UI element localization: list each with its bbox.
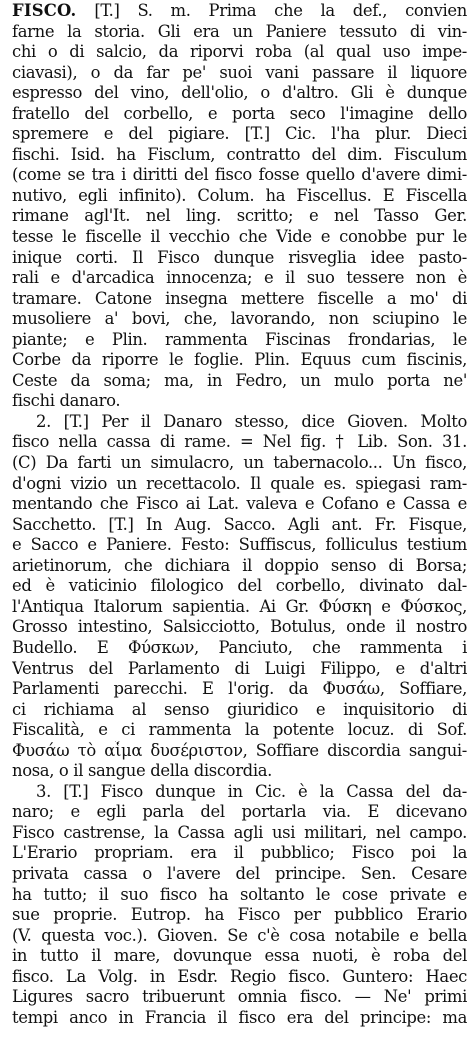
text-line: spremere e del pigiare. [T.] Cic. l'ha plur. Dieci [12, 124, 467, 144]
text-line: ci richiama al senso giuridico e inquisitorio di [12, 699, 467, 719]
text-line: (V. questa voc.). Gioven. Se c'è cosa notabile e bella [12, 925, 467, 945]
text-line: Corbe da riporre le foglie. Plin. Equus cum fiscinis, [12, 350, 467, 370]
text-line: rimane agl'It. nel ling. scritto; e nel Tasso Ger. [12, 206, 467, 226]
text-line: naro; e egli parla del portarla via. E dicevano [12, 802, 467, 822]
text-line: Ventrus del Parlamento di Luigi Filippo, e d'altri [12, 658, 467, 678]
text-line: in tutto il mare, dovunque essa nuoti, è roba del [12, 946, 467, 966]
headword: FISCO. [12, 1, 77, 20]
text-line: tesse le fiscelle il vecchio che Vide e conobbe pur le [12, 227, 467, 247]
text-line: nutivo, egli infinito). Colum. ha Fiscellus. E Fiscella [12, 185, 467, 205]
text-line: sue proprie. Eutrop. ha Fisco per pubblico Erario [12, 905, 467, 925]
text-line: 3. [T.] Fisco dunque in Cic. è la Cassa del da- [36, 781, 467, 801]
paragraph-2 [12, 412, 467, 782]
text-line: fratello del corbello, e porta seco l'imagine dello [12, 103, 467, 123]
text-line: musoliere a' bovi, che, lavorando, non sciupino le [12, 309, 467, 329]
text-line: tramare. Catone insegna mettere fiscelle a mo' di [12, 288, 467, 308]
text-line: privata cassa o l'avere del principe. Sen. Cesare [12, 863, 467, 883]
text-line: Parlamenti parecchi. E l'orig. da Φυσάω, Soffiare, [12, 679, 467, 699]
text-line: Sacchetto. [T.] In Aug. Sacco. Agli ant. Fr. Fisque, [12, 514, 467, 534]
text-line: tempi anco in Francia il fisco era del principe: ma [12, 1007, 467, 1027]
text-line: arietinorum, che dichiara il doppio senso di Borsa; [12, 555, 467, 575]
text-line: Ceste da soma; ma, in Fedro, un mulo porta ne' [12, 370, 467, 390]
paragraph-1 [12, 1, 467, 412]
text-line: piante; e Plin. rammenta Fiscinas frondarias, le [12, 329, 467, 349]
text-line: ha tutto; il suo fisco ha soltanto le cose private e [12, 884, 467, 904]
text-line [12, 1, 467, 22]
text-line: inique corti. Il Fisco dunque risveglia idee pasto- [12, 247, 467, 267]
text-line: fisco nella cassa di rame. = Nel fig. † Lib. Son. 31. [12, 432, 467, 452]
text-line: ciavasi), o da far pe' suoi vani passare il liquore [12, 62, 467, 82]
text-line: fischi danaro. [12, 391, 121, 411]
text-line: fischi. Isid. ha Fisclum, contratto del dim. Fisculum [12, 144, 467, 164]
text-line: (C) Da farti un simulacro, un tabernacolo... Un fisco, [12, 453, 467, 473]
paragraph-3 [12, 782, 467, 1029]
text-line: L'Erario propriam. era il pubblico; Fisco poi la [12, 843, 467, 863]
text-line: Fisco castrense, la Cassa agli usi militari, nel campo. [12, 822, 467, 842]
headword-definition-start: [T.] S. m. Prima che la def., convien [94, 1, 467, 20]
text-line: Φυσάω τὸ αἷμα δυσέριστον, Soffiare discordia sangui- [12, 740, 467, 760]
text-line: mentando che Fisco ai Lat. valeva e Cofano e Cassa e [12, 494, 467, 514]
text-line: farne la storia. Gli era un Paniere tessuto di vin- [12, 21, 467, 41]
text-line: nosa, o il sangue della discordia. [12, 761, 273, 781]
text-line: (come se tra i diritti del fisco fosse quello d'avere dimi- [12, 165, 467, 185]
text-line: Grosso intestino, Salsicciotto, Botulus, onde il nostro [12, 617, 467, 637]
text-line: espresso del vino, dell'olio, o d'altro. Gli è dunque [12, 83, 467, 103]
text-line: Fiscalità, e ci rammenta la potente locuz. di Sof. [12, 720, 467, 740]
text-line: rali e d'arcadica innocenza; e il suo tessere non è [12, 268, 467, 288]
text-line: d'ogni vizio un recettacolo. Il quale es. spiegasi ram- [12, 473, 467, 493]
text-line: e Sacco e Paniere. Festo: Suffiscus, folliculus testium [12, 535, 467, 555]
text-line: Budello. E Φύσκων, Panciuto, che rammenta i [12, 637, 467, 657]
text-line: chi o di salcio, da riporvi roba (al qual uso impe- [12, 42, 467, 62]
text-line: Ligures sacro tribuerunt omnia fisco. — Ne' primi [12, 987, 467, 1007]
text-line: fisco. La Volg. in Esdr. Regio fisco. Guntero: Haec [12, 966, 467, 986]
text-line: ed è vaticinio filologico del corbello, divinato dal- [12, 576, 467, 596]
text-line: 2. [T.] Per il Danaro stesso, dice Gioven. Molto [36, 411, 467, 431]
text-line: l'Antiqua Italorum sapientia. Ai Gr. Φύσκη e Φύσκος, [12, 596, 467, 616]
